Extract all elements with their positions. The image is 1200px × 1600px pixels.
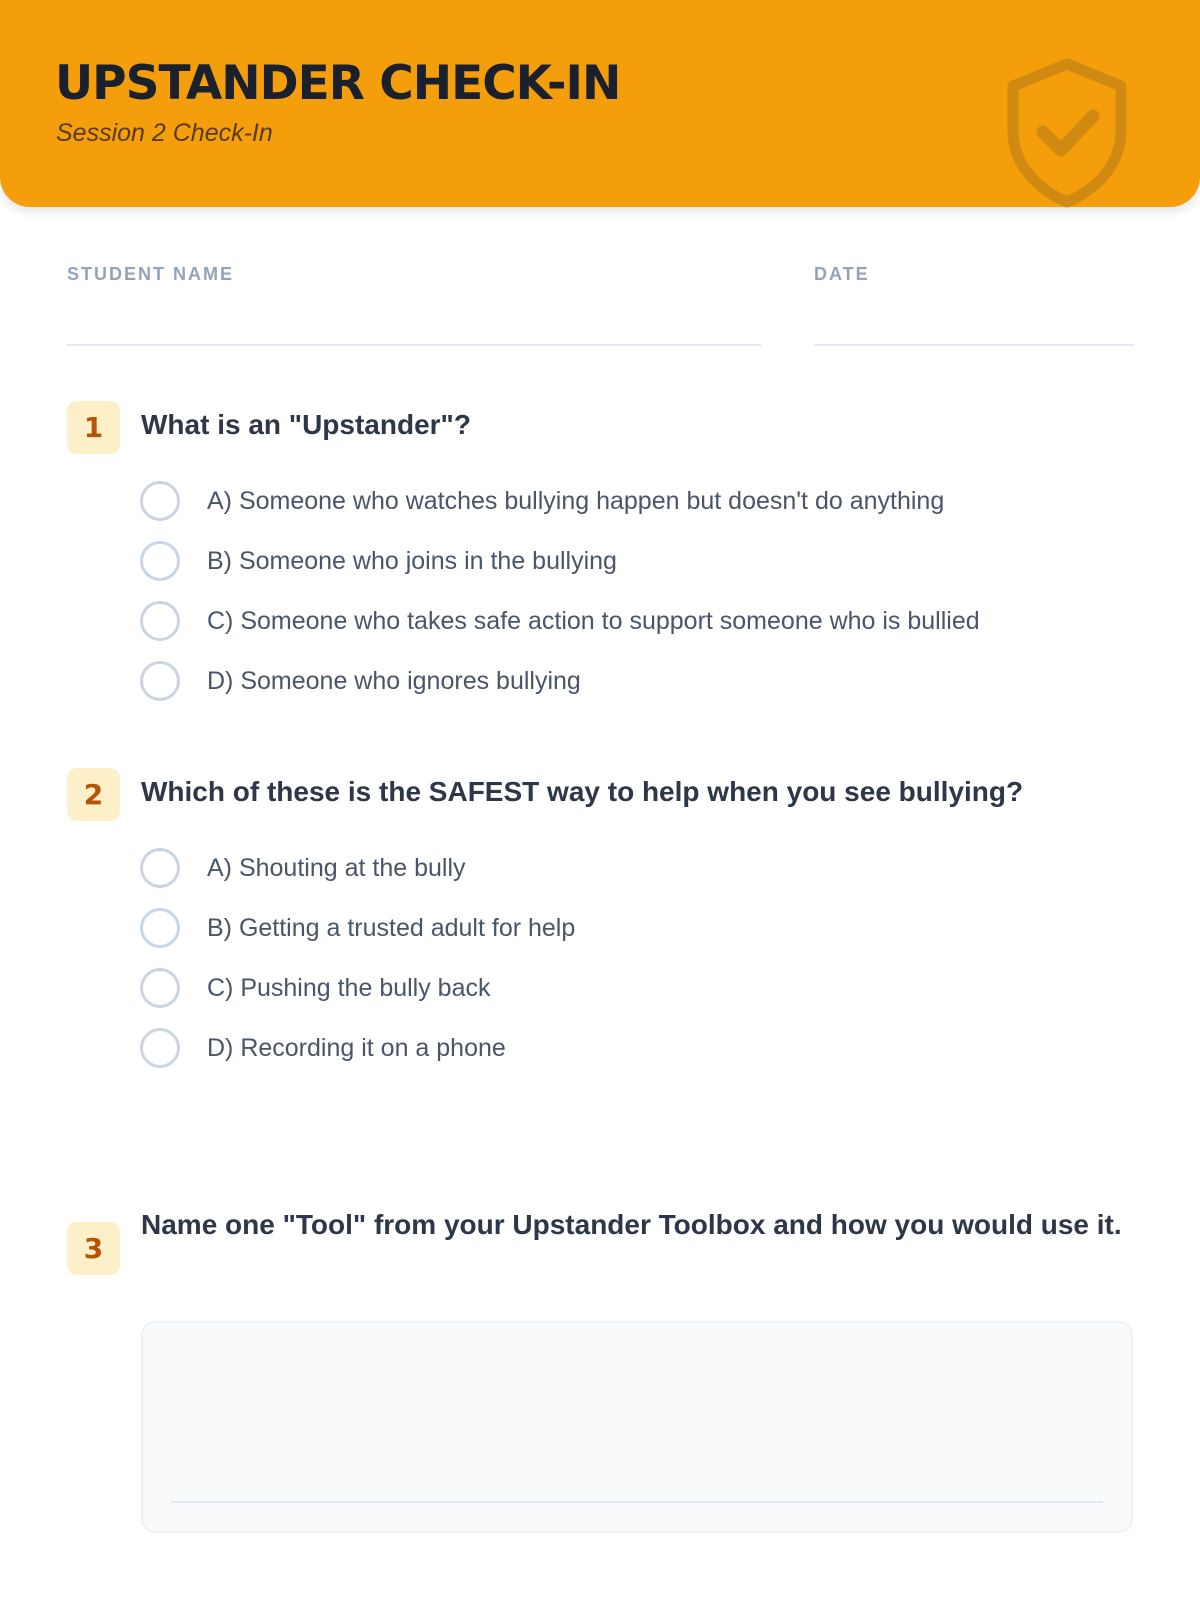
radio-button[interactable] (140, 661, 180, 701)
radio-button[interactable] (140, 601, 180, 641)
question-2-option-d[interactable] (140, 1028, 506, 1068)
question-1-option-d[interactable] (140, 661, 581, 701)
question-1-number: 1 (67, 401, 120, 454)
question-2-option-c[interactable] (140, 968, 490, 1008)
option-label: C) Pushing the bully back (207, 973, 491, 1002)
question-1-option-a[interactable] (140, 481, 944, 521)
date-field[interactable] (814, 344, 1134, 346)
answer-line (171, 1501, 1103, 1503)
option-label: A) Someone who watches bullying happen but doesn't do anything (207, 486, 945, 515)
option-label: A) Shouting at the bully (207, 853, 466, 882)
page-subtitle: Session 2 Check-In (56, 119, 273, 147)
question-3-number: 3 (67, 1222, 120, 1275)
question-3-text: Name one "Tool" from your Upstander Toolbox and how you would use it. (141, 1209, 1122, 1240)
question-1-option-c[interactable] (140, 601, 980, 641)
radio-button[interactable] (140, 968, 180, 1008)
question-2-text: Which of these is the SAFEST way to help when you see bullying? (141, 776, 1024, 807)
option-label: D) Someone who ignores bullying (207, 666, 581, 695)
question-2-number: 2 (67, 768, 120, 821)
option-label: B) Someone who joins in the bullying (207, 546, 617, 575)
radio-button[interactable] (140, 1028, 180, 1068)
option-label: D) Recording it on a phone (207, 1033, 506, 1062)
date-label: DATE (814, 264, 870, 284)
question-1-option-b[interactable] (140, 541, 617, 581)
student-name-field[interactable] (67, 344, 761, 346)
radio-button[interactable] (140, 481, 180, 521)
page-title: UPSTANDER CHECK-IN (55, 56, 621, 111)
question-3-answer-box[interactable] (141, 1321, 1133, 1533)
shield-check-icon (1003, 58, 1131, 208)
question-2-option-b[interactable] (140, 908, 575, 948)
question-2-option-a[interactable] (140, 848, 466, 888)
radio-button[interactable] (140, 848, 180, 888)
header-banner (0, 0, 1200, 207)
student-name-label: STUDENT NAME (67, 264, 234, 284)
radio-button[interactable] (140, 541, 180, 581)
question-1-text: What is an "Upstander"? (141, 409, 471, 440)
radio-button[interactable] (140, 908, 180, 948)
option-label: C) Someone who takes safe action to support someone who is bullied (207, 606, 980, 635)
option-label: B) Getting a trusted adult for help (207, 913, 576, 942)
